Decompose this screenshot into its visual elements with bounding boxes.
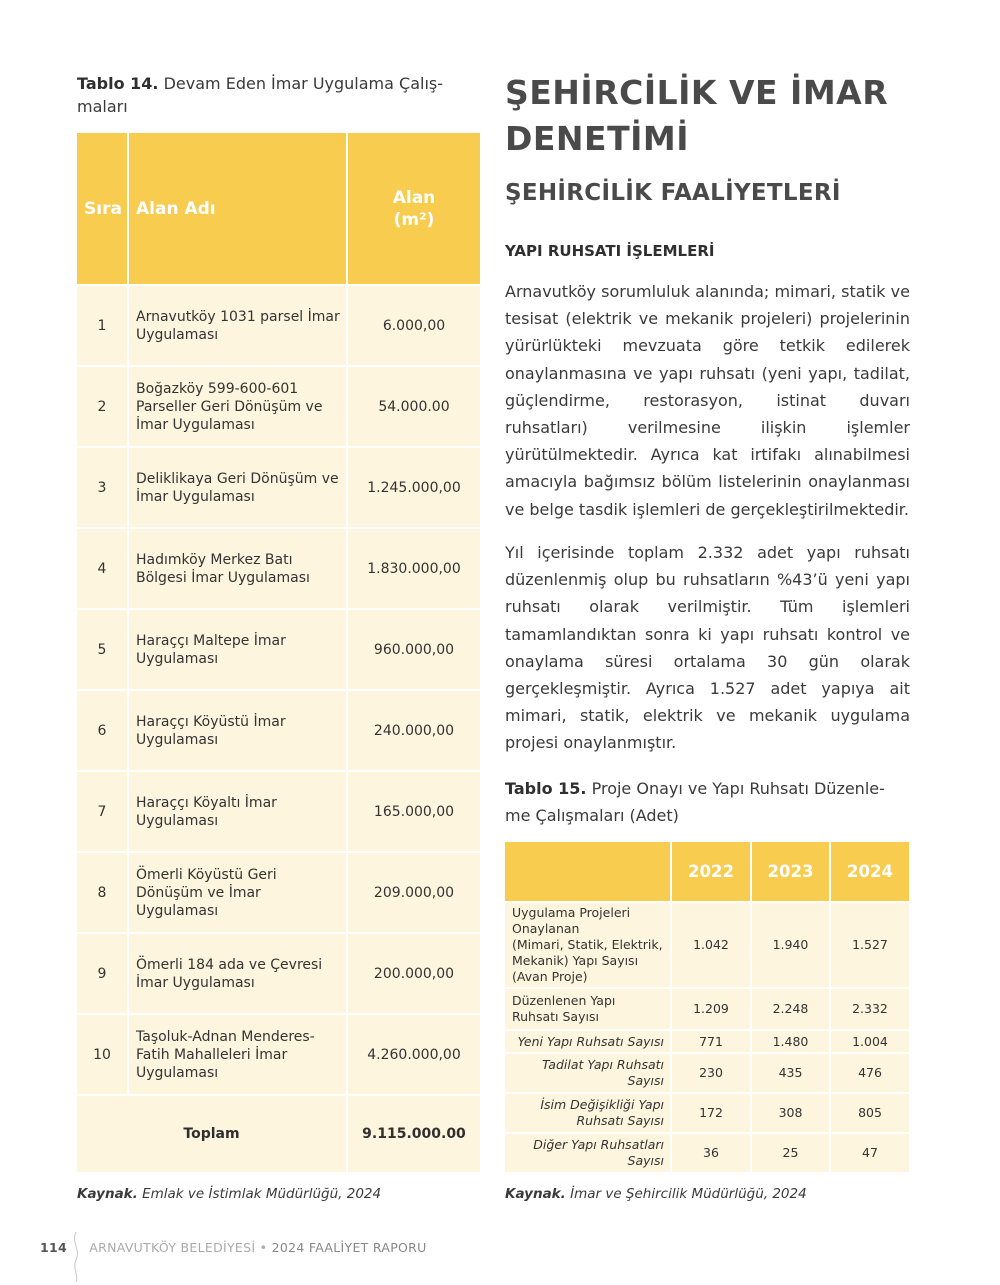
header-alan-line1: Alan: [392, 187, 436, 208]
header-sira: Sıra: [77, 133, 128, 285]
row-label-line1: İsim Değişikliği Yapı: [540, 1097, 664, 1112]
table-row: [505, 902, 909, 988]
row-label-line1: Diğer Yapı Ruhsatları: [533, 1137, 664, 1152]
row-value-2024: 1.004: [830, 1030, 909, 1053]
source-label: Kaynak.: [77, 1186, 138, 1202]
paragraph-2: Yıl içerisinde toplam 2.332 adet yapı ruhsatı düzenlenmiş olup bu ruhsatların %43’ü yeni yapı ruhsatı olarak verilmiştir. Tüm işlemleri tamamlandıktan sonra ki yapı ruhsatı kontrol ve onaylama süresi ortalama 30 gün olarak gerçekleşmiştir. Ayrıca 1.527 adet yapıya ait mimari, statik, elektrik ve mekanik uygulama projesi onaylanmıştır.: [505, 543, 910, 753]
table-15-title-line2: me Çalışmaları (Adet): [505, 806, 679, 825]
row-label: [505, 1133, 671, 1173]
row-value-2024: 47: [830, 1133, 909, 1173]
row-name-line2: Parseller Geri Dönüşüm ve: [136, 398, 323, 415]
row-name: [128, 771, 347, 852]
row-name: [128, 528, 347, 609]
row-label: [505, 902, 671, 988]
row-name-line1: Ömerli 184 ada ve Çevresi: [136, 956, 323, 973]
table-row: [77, 852, 480, 933]
row-name-line2: Uygulaması: [136, 812, 219, 829]
table-15-header-row: [505, 842, 909, 902]
table-14-title-line2: maları: [77, 97, 128, 116]
row-name-line2: Dönüşüm ve İmar: [136, 884, 261, 901]
section-subtitle: ŞEHİRCİLİK FAALİYETLERİ: [505, 180, 841, 206]
row-name-line3: Uygulaması: [136, 902, 219, 919]
row-name-line1: Arnavutköy 1031 parsel İmar: [136, 308, 340, 325]
row-label-line5: (Avan Proje): [512, 969, 588, 984]
header-empty: [505, 842, 671, 902]
table-row: [77, 609, 480, 690]
table-row: [77, 366, 480, 447]
row-number: 1: [77, 285, 128, 366]
source-text: İmar ve Şehircilik Müdürlüğü, 2024: [570, 1186, 807, 1202]
row-name-line1: Ömerli Köyüstü Geri: [136, 866, 277, 883]
footer-report: 2024 FAALİYET RAPORU: [271, 1240, 427, 1255]
row-value-2024: 2.332: [830, 988, 909, 1030]
row-label-line1: Tadilat Yapı Ruhsatı: [541, 1057, 664, 1072]
row-number: 5: [77, 609, 128, 690]
header-alan-adi: Alan Adı: [128, 133, 347, 285]
row-name: [128, 447, 347, 528]
row-name-line1: Taşoluk-Adnan Menderes-: [136, 1028, 315, 1045]
row-name: [128, 1014, 347, 1095]
row-label-line1: Uygulama Projeleri: [512, 905, 631, 920]
table-15-caption: [505, 775, 915, 829]
page-title: [505, 70, 945, 162]
row-area: 6.000,00: [347, 285, 480, 366]
row-label-line2: Ruhsatı Sayısı: [576, 1113, 664, 1128]
row-name-line1: Deliklikaya Geri Dönüşüm ve: [136, 470, 339, 487]
row-value-2022: 1.042: [671, 902, 751, 988]
paragraph-1: Arnavutköy sorumluluk alanında; mimari, statik ve tesisat (elektrik ve mekanik projeleri) projelerinin yürürlükteki mevzuata göre tetkik edilerek onaylanmasına ve yapı ruhsatı (yeni yapı, tadilat, güçlendirme, restorasyon, istinat duvarı ruhsatları) verilmesine ilişkin işlemler yürütülmektedir. Ayrıca kat irtifakı alınabilmesi amacıyla bağımsız bölüm listelerinin onaylanması ve belge tasdik işlemleri de gerçekleştirilmektedir.: [505, 282, 910, 519]
row-name-line3: İmar Uygulaması: [136, 416, 255, 433]
row-area: 4.260.000,00: [347, 1014, 480, 1095]
row-name-line1: Haraççı Maltepe İmar: [136, 632, 286, 649]
header-alan-line2: (m²): [393, 209, 435, 230]
row-area: 1.245.000,00: [347, 447, 480, 528]
row-value-2023: 25: [751, 1133, 830, 1173]
table-row: [77, 690, 480, 771]
row-name-line2: Uygulaması: [136, 731, 219, 748]
footer-org: ARNAVUTKÖY BELEDİYESİ: [89, 1240, 256, 1255]
page-footer: [40, 1240, 427, 1255]
source-text: Emlak ve İstimlak Müdürlüğü, 2024: [142, 1186, 382, 1202]
table-row: [505, 1053, 909, 1093]
row-area: 200.000,00: [347, 933, 480, 1014]
row-label: [505, 988, 671, 1030]
row-value-2023: 435: [751, 1053, 830, 1093]
table-row: [505, 1133, 909, 1173]
table-total-row: [77, 1095, 480, 1173]
row-value-2024: 805: [830, 1093, 909, 1133]
row-number: 8: [77, 852, 128, 933]
table-14-label: Tablo 14.: [77, 74, 159, 93]
row-value-2022: 230: [671, 1053, 751, 1093]
row-name-line2: Bölgesi İmar Uygulaması: [136, 569, 310, 586]
page-number: 114: [40, 1240, 67, 1255]
table-15-label: Tablo 15.: [505, 779, 587, 798]
header-year: 2024: [830, 842, 909, 902]
row-name: [128, 285, 347, 366]
row-number: 3: [77, 447, 128, 528]
header-year: 2023: [751, 842, 830, 902]
table-row: [77, 933, 480, 1014]
row-name: [128, 366, 347, 447]
row-name-line2: Uygulaması: [136, 326, 219, 343]
header-alan: [347, 133, 480, 285]
table-15: [505, 842, 909, 1174]
row-label: [505, 1093, 671, 1133]
row-name: [128, 852, 347, 933]
table-14-title-line1: Devam Eden İmar Uygulama Çalış-: [163, 74, 443, 93]
row-value-2023: 1.480: [751, 1030, 830, 1053]
row-label-line4: Mekanik) Yapı Sayısı: [512, 953, 639, 968]
row-name-line1: Haraççı Köyüstü İmar: [136, 713, 286, 730]
row-number: 10: [77, 1014, 128, 1095]
row-label: [505, 1053, 671, 1093]
row-number: 9: [77, 933, 128, 1014]
row-name-line1: Haraççı Köyaltı İmar: [136, 794, 277, 811]
section-heading: YAPI RUHSATI İŞLEMLERİ: [505, 242, 715, 260]
row-value-2022: 172: [671, 1093, 751, 1133]
row-number: 4: [77, 528, 128, 609]
table-14-header-row: [77, 133, 480, 285]
row-area: 209.000,00: [347, 852, 480, 933]
table-row: [505, 1093, 909, 1133]
row-value-2023: 2.248: [751, 988, 830, 1030]
row-area: 54.000.00: [347, 366, 480, 447]
row-name: [128, 933, 347, 1014]
row-area: 1.830.000,00: [347, 528, 480, 609]
row-label-line1: Düzenlenen Yapı: [512, 993, 616, 1008]
table-14-caption: [77, 72, 477, 118]
table-14-source: [77, 1186, 381, 1202]
table-row: [77, 285, 480, 366]
row-number: 2: [77, 366, 128, 447]
row-area: 165.000,00: [347, 771, 480, 852]
row-number: 6: [77, 690, 128, 771]
row-value-2023: 308: [751, 1093, 830, 1133]
row-label-line2: Sayısı: [627, 1153, 664, 1168]
table-14: [77, 133, 480, 1174]
row-value-2022: 771: [671, 1030, 751, 1053]
row-value-2022: 36: [671, 1133, 751, 1173]
row-value-2022: 1.209: [671, 988, 751, 1030]
row-label: Yeni Yapı Ruhsatı Sayısı: [505, 1030, 671, 1053]
table-row: [77, 1014, 480, 1095]
row-name-line3: Uygulaması: [136, 1064, 219, 1081]
row-value-2024: 476: [830, 1053, 909, 1093]
row-name-line2: İmar Uygulaması: [136, 974, 255, 991]
row-name: [128, 690, 347, 771]
table-row: [77, 447, 480, 528]
row-name-line1: Boğazköy 599-600-601: [136, 380, 299, 397]
row-label-line2: Onaylanan: [512, 921, 580, 936]
total-label: Toplam: [77, 1095, 347, 1173]
row-value-2023: 1.940: [751, 902, 830, 988]
table-row: [77, 771, 480, 852]
row-area: 240.000,00: [347, 690, 480, 771]
row-label-line2: Sayısı: [627, 1073, 664, 1088]
table-15-source: [505, 1186, 807, 1202]
row-name: [128, 609, 347, 690]
page-title-line2: DENETİMİ: [505, 119, 690, 158]
total-value: 9.115.000.00: [347, 1095, 480, 1173]
row-number: 7: [77, 771, 128, 852]
source-label: Kaynak.: [505, 1186, 566, 1202]
table-row: [77, 528, 480, 609]
table-15-title-line1: Proje Onayı ve Yapı Ruhsatı Düzenle-: [591, 779, 885, 798]
footer-separator: •: [259, 1240, 268, 1255]
row-label-line2: Ruhsatı Sayısı: [512, 1009, 599, 1024]
row-area: 960.000,00: [347, 609, 480, 690]
row-label-line3: (Mimari, Statik, Elektrik,: [512, 937, 663, 952]
row-name-line2: İmar Uygulaması: [136, 488, 255, 505]
row-name-line2: Fatih Mahalleleri İmar: [136, 1046, 288, 1063]
header-year: 2022: [671, 842, 751, 902]
table-row: [505, 988, 909, 1030]
row-value-2024: 1.527: [830, 902, 909, 988]
row-name-line2: Uygulaması: [136, 650, 219, 667]
page-title-line1: ŞEHİRCİLİK VE İMAR: [505, 73, 889, 112]
row-name-line1: Hadımköy Merkez Batı: [136, 551, 293, 568]
table-row: [505, 1030, 909, 1053]
